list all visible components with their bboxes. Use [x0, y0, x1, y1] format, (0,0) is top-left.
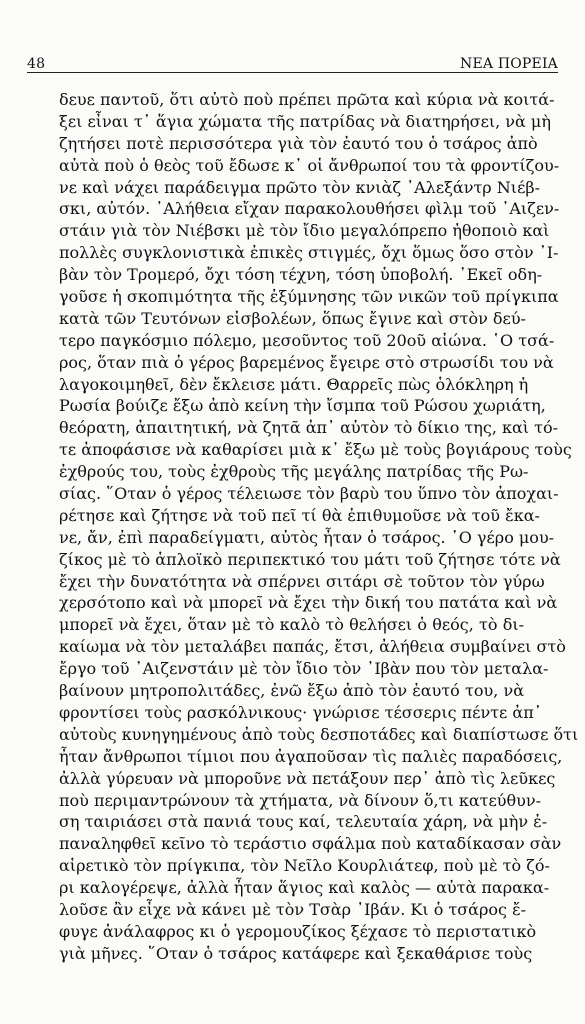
text-line: ἔργο τοῦ ᾿Αιζενστάιν μὲ τὸν ἴδιο τὸν ᾿Ιβὰν που τὸν μεταλα- — [59, 659, 549, 679]
body-text — [59, 89, 579, 965]
text-line: λαγοκοιμηθεῖ, δὲν ἔκλεισε μάτι. Θαρρεῖς πὼς ὁλόκληρη ἡ — [59, 374, 529, 394]
text-line: ἐχθρούς του, τοὺς ἐχθροὺς τῆς μεγάλης πατρίδας τῆς Ρω- — [59, 462, 529, 482]
text-line: αὐτὰ ποὺ ὁ θεὸς τοῦ ἔδωσε κ᾿ οἱ ἄνθρωποί του τὰ φροντίζου- — [59, 155, 560, 175]
text-line: Ρωσία βούιζε ἔξω ἀπὸ κείνη τὴν ἴσμπα τοῦ Ρώσου χωριάτη, — [59, 396, 546, 416]
running-title: ΝΕΑ ΠΟΡΕΙΑ — [460, 56, 558, 72]
text-line: θεόρατη, ἀπαιτητική, νὰ ζητᾶ ἀπ᾿ αὐτὸν τὸ δίκιο της, καὶ τό- — [59, 418, 559, 438]
text-line: ποὺ περιμαντρώνουν τὰ χτήματα, νὰ δίνουν ὅ,τι κατεύθυν- — [59, 790, 541, 810]
text-line: δευε παντοῦ, ὅτι αὐτὸ ποὺ πρέπει πρῶτα καὶ κύρια νὰ κοιτά- — [59, 90, 555, 109]
page-number: 48 — [27, 56, 46, 72]
text-line: ζίκος μὲ τὸ ἁπλοϊκὸ περιπεκτικό του μάτι τοῦ ζήτησε τότε νὰ — [59, 549, 561, 569]
text-line: αὐτοὺς κυνηγημένους ἀπὸ τοὺς δεσποτάδες καὶ διαπίστωσε ὅτι — [59, 724, 579, 744]
text-line: στάιν γιὰ τὸν Νιέβσκι μὲ τὸν ἴδιο μεγαλόπρεπο ἠθοποιὸ καὶ — [59, 221, 550, 241]
text-line: γιὰ μῆνες. ῞Οταν ὁ τσάρος κατάφερε καὶ ξεκαθάρισε τοὺς — [59, 943, 533, 963]
header-rule — [27, 72, 558, 73]
text-line: ρέτησε καὶ ζήτησε νὰ τοῦ πεῖ τί θὰ ἐπιθυμοῦσε νὰ τοῦ ἔκα- — [59, 505, 540, 525]
text-line: ζητήσει ποτὲ περισσότερα γιὰ τὸν ἑαυτό του ὁ τσάρος ἀπὸ — [59, 133, 538, 153]
text-line: σκι, αὐτόν. ᾿Αλήθεια εἴχαν παρακολουθήσει φὶλμ τοῦ ᾿Αιζεν- — [59, 199, 560, 219]
text-line: βὰν τὸν Τρομερό, ὄχι τόση τέχνη, τόση ὑποβολή. ᾿Εκεῖ οδη- — [59, 265, 543, 285]
text-line: τε ἀποφάσισε νὰ καθαρίσει μιὰ κ᾿ ἔξω μὲ τοὺς βογιάρους τοὺς — [59, 440, 572, 460]
text-line: ρος, ὅταν πιὰ ὁ γέρος βαρεμένος ἔγειρε στὸ στρωσίδι του νὰ — [59, 352, 554, 372]
text-line: γοῦσε ἡ σκοπιμότητα τῆς ἐξύμνησης τῶν νικῶν τοῦ πρίγκιπα — [59, 287, 559, 307]
text-line: ρι καλογέρεψε, ἀλλὰ ἦταν ἅγιος καὶ καλὸς — αὐτὰ παρακα- — [59, 878, 550, 898]
text-line: τερο παγκόσμιο πόλεμο, μεσοῦντος τοῦ 20οῦ αἰώνα. ῾Ο τσά- — [59, 330, 555, 350]
text-line: χερσότοπο καὶ νὰ μπορεῖ νὰ ἔχει τὴν δική του πατάτα καὶ νὰ — [59, 593, 558, 613]
text-line: φυγε ἀνάλαφρος κι ὁ γερομουζίκος ξέχασε τὸ περιστατικὸ — [59, 921, 537, 941]
text-line: φροντίσει τοὺς ρασκόλνικους· γνώρισε τέσσερις πέντε ἀπ᾿ — [59, 702, 542, 722]
text-line: κατὰ τῶν Τευτόνων εἰσβολέων, ὅπως ἔγινε καὶ στὸν δεύ- — [59, 308, 526, 328]
text-line: καίωμα νὰ τὸν μεταλάβει παπάς, ἔτσι, ἀλήθεια συμβαίνει στὸ — [59, 637, 566, 657]
text-line: λοῦσε ἂν εἶχε νὰ κάνει μὲ τὸν Τσὰρ ᾿Ιβάν. Κι ὁ τσάρος ἔ- — [59, 899, 527, 919]
page-header — [27, 56, 558, 72]
text-line: ἀλλὰ γύρευαν νὰ μποροῦνε νὰ πετάξουν περ᾿ ἀπὸ τὶς λεῦκες — [59, 768, 556, 788]
text-line: νε καὶ νάχει παράδειγμα πρῶτο τὸν κνιὰζ ᾿Αλεξάντρ Νιέβ- — [59, 177, 541, 197]
text-line: ξει εἶναι τ᾿ ἅγια χώματα τῆς πατρίδας νὰ διατηρήσει, νὰ μὴ — [59, 111, 551, 131]
text-line: ση ταιριάσει στὰ πανιά τους καί, τελευταία χάρη, νὰ μὴν ἐ- — [59, 812, 548, 832]
text-line: σίας. ῞Οταν ὁ γέρος τέλειωσε τὸν βαρὺ του ὕπνο τὸν ἀποχαι- — [59, 484, 559, 504]
text-line: νε, ἄν, ἐπὶ παραδείγματι, αὐτὸς ἦταν ὁ τσάρος. ῾Ο γέρο μου- — [59, 527, 555, 547]
text-line: πολλὲς συγκλονιστικὰ ἐπικὲς στιγμές, ὄχι ὅμως ὅσο στὸν ᾿Ι- — [59, 243, 559, 263]
text-line: βαίνουν μητροπολιτάδες, ἐνῶ ἔξω ἀπὸ τὸν ἑαυτό του, νὰ — [59, 681, 524, 701]
text-line: ἔχει τὴν δυνατότητα νὰ σπέρνει σιτάρι σὲ τοῦτον τὸν γύρω — [59, 571, 545, 591]
text-line: μπορεῖ νὰ ἔχει, ὅταν μὲ τὸ καλὸ τὸ θελήσει ὁ θεός, τὸ δι- — [59, 615, 524, 635]
text-line: αἱρετικὸ τὸν πρίγκιπα, τὸν Νεῖλο Κουρλιάτεφ, ποὺ μὲ τὸ ζό- — [59, 856, 550, 876]
text-line: ἦταν ἄνθρωποι τίμιοι που ἀγαποῦσαν τὶς παλιὲς παραδόσεις, — [59, 746, 563, 766]
text-line: παναληφθεῖ κεῖνο τὸ τεράστιο σφάλμα ποὺ καταδίκασαν σὰν — [59, 834, 562, 854]
